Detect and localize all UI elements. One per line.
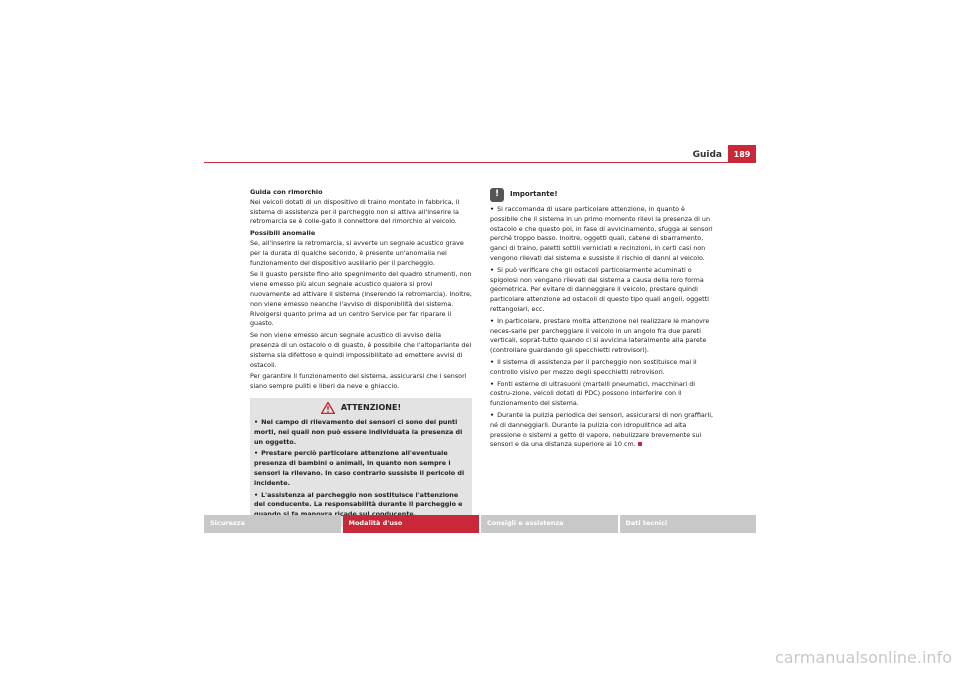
exclamation-icon: !: [490, 188, 504, 202]
important-item: • Il sistema di assistenza per il parcheggio non sostituisce mai il controllo visivo per mezzo degli specchietti retrovisori.: [490, 357, 697, 376]
footer-tab-consigli[interactable]: Consigli e assistenza: [481, 515, 618, 533]
section-end-icon: [638, 442, 642, 446]
bullet-icon: •: [254, 417, 259, 426]
page-number-badge: 189: [728, 145, 756, 163]
bullet-icon: •: [490, 265, 495, 274]
footer-tab-sicurezza[interactable]: Sicurezza: [204, 515, 341, 533]
warning-title: ATTENZIONE!: [340, 403, 402, 413]
warning-item: • L'assistenza al parcheggio non sostituisce l'attenzione del conducente. La responsabilità durante il parcheggio e: [254, 490, 463, 509]
bullet-icon: •: [490, 205, 495, 213]
paragraph-fault-4: Per garantire il funzionamento del sistema, assicurarsi che i sensori siano sempre puliti e liberi da neve e ghiaccio.: [250, 372, 467, 391]
important-title: Importante!: [510, 190, 558, 199]
important-item: • Durante la pulizia periodica dei sensori, assicurarsi di non graffiarli, né di danneggiarli. Durante la pulizia con idropulitrice ad alta pressione o sistemi a getto di vapore, nebulizzare brevemente sui sensori e da una distanza superiore ai 10 cm.: [490, 410, 714, 449]
footer-tab-modalita-uso[interactable]: Modalità d'uso: [343, 515, 480, 533]
warning-item: • Prestare perciò particolare attenzione all'eventuale presenza di bambini o animali, in quanto non sempre i sensori la rilevano. In caso contrario sussiste il pericolo di incidente.: [254, 449, 465, 487]
warning-header: [254, 402, 468, 414]
left-column: [250, 188, 472, 527]
bullet-icon: •: [490, 316, 495, 325]
footer-tab-dati-tecnici[interactable]: Dati tecnici: [620, 515, 757, 533]
important-item: • Si raccomanda di usare particolare attenzione, in quanto è possibile che il sistema in un primo momento rilevi la presenza di un ostacolo e che questo poi, in fase di avvicinamento, sfugga ai sensori perché troppo basso. Inoltre, oggetti quali, catene di sbarramento, ganci di traino, paletti sottili verniciati e recinzioni, in certi casi non vengono rilevati dal sistema e sussiste il rischio di danni al veicolo.: [490, 205, 713, 262]
bullet-icon: •: [490, 410, 495, 419]
bullet-icon: •: [490, 379, 495, 388]
warning-box: [250, 398, 472, 527]
bullet-icon: •: [254, 449, 259, 458]
warning-triangle-icon: [321, 402, 335, 414]
important-header: [490, 188, 714, 202]
paragraph-fault-1: Se, all'inserire la retromarcia, si avverte un segnale acustico grave per la durata di qualche secondo, è presente un'anomalia nel funzionamento del dispositivo ausiliario per il parcheggio.: [250, 238, 464, 267]
bullet-icon: •: [254, 490, 259, 499]
paragraph-fault-2: Se il guasto persiste fino allo spegnimento del quadro strumenti, non viene emesso più alcun segnale acustico qualora si provi nuovamente ad attivare il sistema (inserendo la retromarcia). Inoltre, non viene emesso neanche l'avviso di disponibilità del sistema. Rivolgersi quanto prima ad un centro Service per far riparare il guasto.: [250, 270, 472, 328]
footer-nav: [204, 515, 756, 533]
paragraph-fault-3: Se non viene emesso alcun segnale acustico di avviso della presenza di un ostacolo o di guasto, è possibile che l'altoparlante del sistema sia difettoso e quindi impossibilitato ad emettere avvisi di ostacoli.: [250, 331, 472, 369]
watermark: carmanualsonline.info: [774, 648, 952, 667]
section-heading-faults: Possibili anomalie: [250, 229, 316, 238]
section-heading-trailer: Guida con rimorchio: [250, 188, 323, 196]
paragraph-trailer: Nei veicoli dotati di un dispositivo di traino montato in fabbrica, il sistema di assistenza per il parcheggio non si attiva all'inserire la retromarcia se è colle-gato il connettore del rimorchio al veicolo.: [250, 197, 460, 226]
important-item: • Fonti esterne di ultrasuoni (martelli pneumatici, macchinari di costru-zione, veicoli dotati di PDC) possono interferire con il funzionamento del sistema.: [490, 379, 696, 408]
important-item: • Si può verificare che gli ostacoli particolarmente acuminati o spigolosi non vengano rilevati dal sistema a causa della loro forma geometrica. Per evitare di danneggiare il veicolo, prestare quindi particolare attenzione ad ostacoli di questo tipo quali angoli, oggetti rettangolari, ecc.: [490, 265, 709, 313]
right-column: [490, 188, 714, 452]
important-item: • In particolare, prestare molta attenzione nel realizzare le manovre neces-sarie per parcheggiare il veicolo in un angolo fra due pareti verticali, soprat-tutto quando ci si avvicina lateralmente alla parete (controllare guardando gli specchietti retrovisori).: [490, 316, 710, 355]
header-divider: [204, 162, 756, 163]
page-header-title: Guida: [692, 150, 722, 160]
bullet-icon: •: [490, 357, 495, 366]
warning-item: • Nel campo di rilevamento dei sensori ci sono dei punti morti, nei quali non può essere individuata la presenza di un oggetto.: [254, 417, 463, 446]
